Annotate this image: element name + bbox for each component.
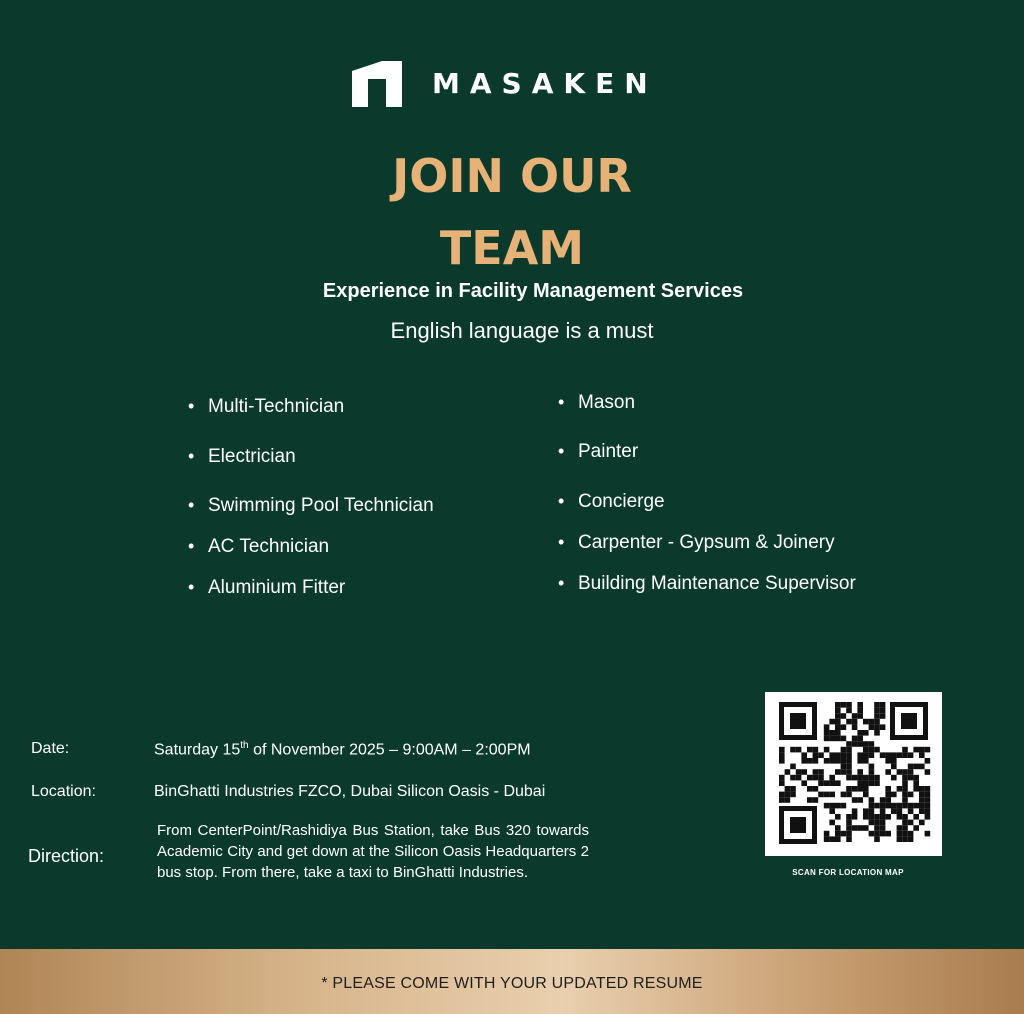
- location-qr-code[interactable]: [765, 692, 942, 856]
- qr-caption: SCAN FOR LOCATION MAP: [792, 868, 904, 877]
- job-title: Painter: [578, 441, 639, 462]
- job-item: [188, 396, 344, 418]
- job-title: Mason: [578, 392, 636, 413]
- date-label: Date:: [31, 740, 70, 757]
- headline: [0, 140, 1024, 284]
- job-item: [188, 536, 329, 558]
- bullet-icon: •: [558, 573, 565, 593]
- job-item: [558, 573, 856, 595]
- job-item: [558, 441, 638, 463]
- job-item: [188, 446, 296, 468]
- bullet-icon: •: [558, 532, 565, 552]
- job-title: Building Maintenance Supervisor: [578, 573, 856, 594]
- bullet-icon: •: [188, 446, 195, 466]
- language-requirement: English language is a must: [390, 318, 654, 343]
- brand-logo: [352, 58, 658, 108]
- direction-value: From CenterPoint/Rashidiya Bus Station, take Bus 320 towards Academic City and get down at the Silicon Oasis Headquarters 2 bus stop. From there, take a taxi to BinGhatti Industries.: [157, 822, 589, 881]
- date-day: Saturday 15: [154, 741, 241, 759]
- footer-band: [0, 949, 1024, 1014]
- job-title: Carpenter - Gypsum & Joinery: [578, 532, 835, 553]
- job-item: [558, 392, 635, 414]
- location-value: BinGhatti Industries FZCO, Dubai Silicon Oasis - Dubai: [154, 783, 546, 800]
- bullet-icon: •: [558, 441, 565, 461]
- headline-line-1: JOIN OUR: [392, 149, 632, 203]
- job-title: Multi-Technician: [208, 396, 345, 417]
- job-title: Swimming Pool Technician: [208, 495, 434, 516]
- job-title: Concierge: [578, 491, 665, 512]
- bullet-icon: •: [188, 396, 195, 416]
- bullet-icon: •: [558, 392, 565, 412]
- headline-line-2: TEAM: [439, 221, 585, 275]
- bullet-icon: •: [188, 536, 195, 556]
- subheading: Experience in Facility Management Services: [322, 280, 744, 302]
- date-rest: of November 2025 – 9:00AM – 2:00PM: [248, 741, 531, 759]
- bullet-icon: •: [188, 495, 195, 515]
- qr-code-icon: [765, 692, 942, 856]
- date-ordinal: th: [240, 740, 249, 751]
- masaken-logo-icon: [352, 59, 402, 107]
- date-value: [154, 740, 531, 759]
- bullet-icon: •: [558, 491, 565, 511]
- resume-note: * PLEASE COME WITH YOUR UPDATED RESUME: [321, 975, 703, 992]
- location-label: Location:: [31, 783, 96, 800]
- direction-label: Direction:: [28, 846, 105, 866]
- bullet-icon: •: [188, 577, 195, 597]
- job-item: [558, 532, 835, 554]
- job-item: [558, 491, 665, 513]
- job-title: Electrician: [208, 446, 296, 467]
- job-item: [188, 495, 434, 517]
- job-title: Aluminium Fitter: [208, 577, 346, 598]
- brand-name: MASAKEN: [432, 66, 658, 100]
- job-item: [188, 577, 345, 599]
- job-title: AC Technician: [208, 536, 330, 557]
